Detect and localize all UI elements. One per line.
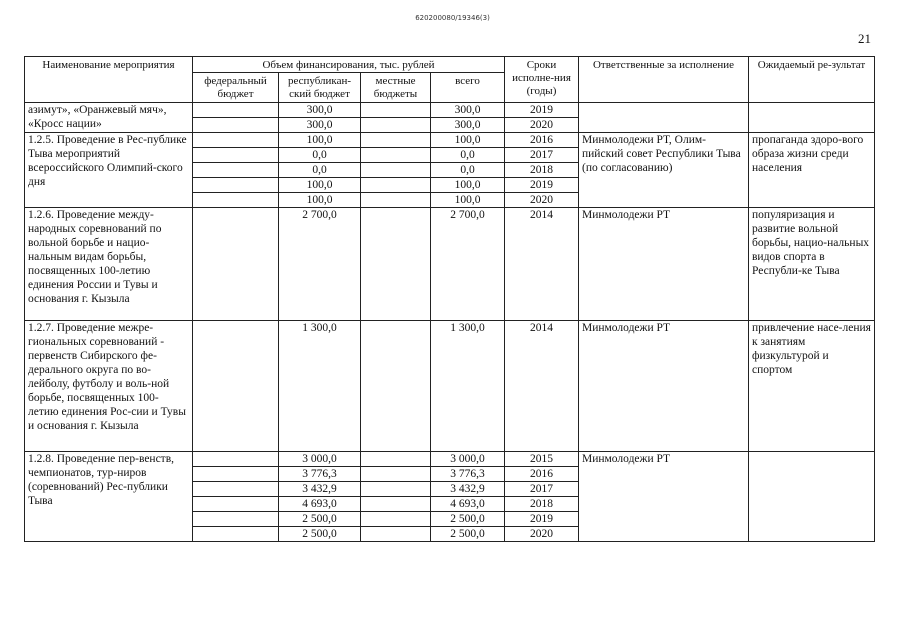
- federal-budget-cell: [193, 133, 279, 148]
- year-cell: 2020: [505, 193, 579, 208]
- header-federal: федеральный бюджет: [193, 73, 279, 103]
- federal-budget-cell: [193, 148, 279, 163]
- republic-budget-cell: 100,0: [279, 178, 361, 193]
- federal-budget-cell: [193, 497, 279, 512]
- year-cell: 2019: [505, 512, 579, 527]
- local-budget-cell: [361, 512, 431, 527]
- local-budget-cell: [361, 118, 431, 133]
- result-cell: [749, 452, 875, 542]
- program-table: [24, 56, 875, 542]
- total-cell: 4 693,0: [431, 497, 505, 512]
- republic-budget-cell: 2 500,0: [279, 527, 361, 542]
- result-cell: привлечение насе-ления к занятиям физкультурой и спортом: [749, 321, 875, 452]
- local-budget-cell: [361, 527, 431, 542]
- year-cell: 2018: [505, 163, 579, 178]
- total-cell: 100,0: [431, 193, 505, 208]
- republic-budget-cell: 3 776,3: [279, 467, 361, 482]
- local-budget-cell: [361, 497, 431, 512]
- total-cell: 300,0: [431, 118, 505, 133]
- total-cell: 2 500,0: [431, 527, 505, 542]
- total-cell: 3 776,3: [431, 467, 505, 482]
- local-budget-cell: [361, 103, 431, 118]
- federal-budget-cell: [193, 482, 279, 497]
- year-cell: 2016: [505, 467, 579, 482]
- table-body: [25, 103, 875, 542]
- federal-budget-cell: [193, 193, 279, 208]
- federal-budget-cell: [193, 467, 279, 482]
- header-responsible: Ответственные за исполнение: [579, 57, 749, 103]
- republic-budget-cell: 2 700,0: [279, 208, 361, 321]
- year-cell: 2016: [505, 133, 579, 148]
- republic-budget-cell: 0,0: [279, 148, 361, 163]
- local-budget-cell: [361, 163, 431, 178]
- result-cell: популяризация и развитие вольной борьбы, нацио-нальных видов спорта в Республи-ке Тыва: [749, 208, 875, 321]
- year-cell: 2018: [505, 497, 579, 512]
- result-cell: пропаганда здоро-вого образа жизни среди населения: [749, 133, 875, 208]
- total-cell: 1 300,0: [431, 321, 505, 452]
- federal-budget-cell: [193, 103, 279, 118]
- year-cell: 2017: [505, 482, 579, 497]
- document-code: 620200080/19346(3): [415, 14, 490, 22]
- local-budget-cell: [361, 193, 431, 208]
- year-cell: 2014: [505, 321, 579, 452]
- republic-budget-cell: 100,0: [279, 133, 361, 148]
- responsible-cell: Минмолодежи РТ: [579, 321, 749, 452]
- responsible-cell: Минмолодежи РТ: [579, 452, 749, 542]
- federal-budget-cell: [193, 512, 279, 527]
- local-budget-cell: [361, 482, 431, 497]
- year-cell: 2019: [505, 178, 579, 193]
- republic-budget-cell: 100,0: [279, 193, 361, 208]
- federal-budget-cell: [193, 118, 279, 133]
- local-budget-cell: [361, 148, 431, 163]
- year-cell: 2020: [505, 118, 579, 133]
- activity-name: 1.2.7. Проведение межре-гиональных соревнований - первенств Сибирского фе-дерального округа по во-лейболу, футболу и воль-ной борьбе, посвященных 100-летию единения Рос-сии и Тувы и основания г. Кызыла: [25, 321, 193, 452]
- republic-budget-cell: 3 000,0: [279, 452, 361, 467]
- year-cell: 2017: [505, 148, 579, 163]
- republic-budget-cell: 1 300,0: [279, 321, 361, 452]
- federal-budget-cell: [193, 163, 279, 178]
- local-budget-cell: [361, 452, 431, 467]
- activity-name: азимут», «Оранжевый мяч», «Кросс нации»: [25, 103, 193, 133]
- republic-budget-cell: 4 693,0: [279, 497, 361, 512]
- year-cell: 2019: [505, 103, 579, 118]
- year-cell: 2015: [505, 452, 579, 467]
- federal-budget-cell: [193, 527, 279, 542]
- republic-budget-cell: 0,0: [279, 163, 361, 178]
- federal-budget-cell: [193, 321, 279, 452]
- local-budget-cell: [361, 208, 431, 321]
- year-cell: 2020: [505, 527, 579, 542]
- table-row: [25, 133, 875, 148]
- total-cell: 3 432,9: [431, 482, 505, 497]
- activity-name: 1.2.6. Проведение между-народных соревнований по вольной борьбе и нацио-нальным видам борьбы, посвященных 100-летию единения России и Тувы и основания г. Кызыла: [25, 208, 193, 321]
- federal-budget-cell: [193, 452, 279, 467]
- total-cell: 3 000,0: [431, 452, 505, 467]
- republic-budget-cell: 300,0: [279, 118, 361, 133]
- total-cell: 0,0: [431, 148, 505, 163]
- total-cell: 100,0: [431, 178, 505, 193]
- activity-name: 1.2.8. Проведение пер-венств, чемпионатов, тур-ниров (соревнований) Рес-публики Тыва: [25, 452, 193, 542]
- header-result: Ожидаемый ре-зультат: [749, 57, 875, 103]
- local-budget-cell: [361, 467, 431, 482]
- table-row: [25, 208, 875, 321]
- total-cell: 100,0: [431, 133, 505, 148]
- page-number: 21: [858, 31, 871, 46]
- total-cell: 0,0: [431, 163, 505, 178]
- header-terms: Сроки исполне-ния (годы): [505, 57, 579, 103]
- total-cell: 2 700,0: [431, 208, 505, 321]
- year-cell: 2014: [505, 208, 579, 321]
- local-budget-cell: [361, 133, 431, 148]
- header-name: Наименование мероприятия: [25, 57, 193, 103]
- responsible-cell: Минмолодежи РТ: [579, 208, 749, 321]
- federal-budget-cell: [193, 178, 279, 193]
- activity-name: 1.2.5. Проведение в Рес-публике Тыва мероприятий всероссийского Олимпий-ского дня: [25, 133, 193, 208]
- table-row: [25, 103, 875, 118]
- table-row: [25, 452, 875, 467]
- federal-budget-cell: [193, 208, 279, 321]
- republic-budget-cell: 2 500,0: [279, 512, 361, 527]
- table-row: [25, 321, 875, 452]
- header-republic: республикан-ский бюджет: [279, 73, 361, 103]
- total-cell: 300,0: [431, 103, 505, 118]
- republic-budget-cell: 300,0: [279, 103, 361, 118]
- header-total: всего: [431, 73, 505, 103]
- responsible-cell: Минмолодежи РТ, Олим-пийский совет Республики Тыва (по согласованию): [579, 133, 749, 208]
- republic-budget-cell: 3 432,9: [279, 482, 361, 497]
- header-funding: Объем финансирования, тыс. рублей: [193, 57, 505, 73]
- header-local: местные бюджеты: [361, 73, 431, 103]
- local-budget-cell: [361, 321, 431, 452]
- responsible-cell: [579, 103, 749, 133]
- total-cell: 2 500,0: [431, 512, 505, 527]
- result-cell: [749, 103, 875, 133]
- local-budget-cell: [361, 178, 431, 193]
